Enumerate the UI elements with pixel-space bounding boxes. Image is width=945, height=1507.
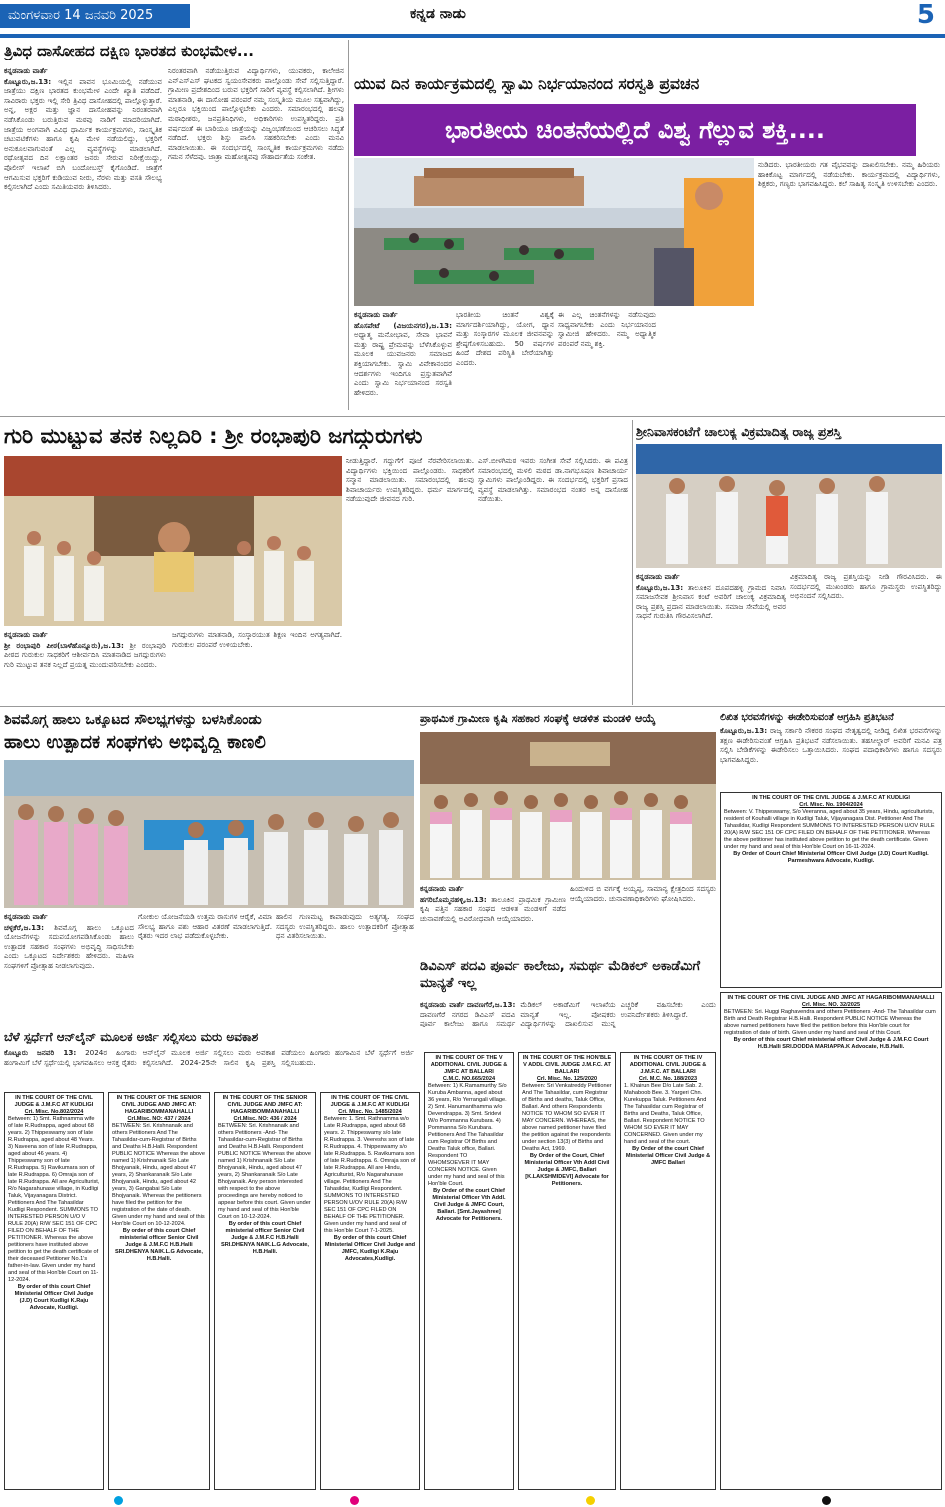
story1-byline: ಕನ್ನಡನಾಡು ವಾರ್ತೆ <box>4 66 48 75</box>
notice-body: Between: V. Thippeswamy, S/o Veeranna, aged about 35 years, Hindu, agriculturists, resident of Kouhalli village in Kudligi Taluk, Vijayanagara Dist. Petitioner And The Tahasildar, Kudligi Respondent SUMMONS TO INTERESTED PERSON U/OV RULE 20(A) R/W SEC 151 OF CPC FILED ON BEHALF OF THE PETITIONER. Whereas the above petitioner has instituted above petition to get the death certificate. Given under my hand and seal of this Hon'ble Court on 16-11-2024. <box>724 809 935 850</box>
notice-body: BETWEEN: Sri. Krishnanaik and others Petitioners -And- The Tahasildar-cum-Registrar of Births and Deaths H.B.Halli. Respondent PUBLIC NOTICE Whereas the above named 1) Krishnanaik S/o Late Bhojyanaik, Hindu, aged about 47 years, 2) Shankaranaik S/o Late Bhojyanaik. Any person interested with respect to the above proceedings are hereby noticed to appear before this court. Given under my hand and seal of this Hon'ble Court on 10-12-2024. <box>218 1123 311 1220</box>
story6-col3 <box>276 912 414 1028</box>
black-dot <box>822 1496 831 1505</box>
story7-headline: ಪ್ರಾಥಮಿಕ ಗ್ರಾಮೀಣ ಕೃಷಿ ಸಹಕಾರ ಸಂಘಕ್ಕೆ ಆಡಳಿತ ಮಂಡಳಿ ಆಯ್ಕೆ <box>420 712 656 725</box>
notice-court: IN THE COURT OF THE CIVIL JUDGE & J.M.F.C AT KUDLIGI <box>14 1095 94 1108</box>
story8-byline: ಕನ್ನಡನಾಡು ವಾರ್ತೆ <box>420 1000 465 1009</box>
legal-notice <box>320 1092 420 1490</box>
legal-notice <box>720 792 942 988</box>
story1-text1: ಇಲ್ಲಿನ ಪಾವನ ಭೂಮಿಯಲ್ಲಿ ನಡೆಯುವ ಜಾತ್ರೆಯು ದಕ್ಷಿಣ ಭಾರತದ ಕುಂಭಮೇಳ ಎಂದೇ ಖ್ಯಾತಿ ಪಡೆದಿದೆ. ಸಾವಿರಾರು ಭಕ್ತರು ಇಲ್ಲಿ ಸೇರಿ ತ್ರಿವಿಧ ದಾಸೋಹದಲ್ಲಿ ಪಾಲ್ಗೊಳ್ಳುತ್ತಾರೆ. ಅನ್ನ, ಅಕ್ಷರ ಮತ್ತು ಜ್ಞಾನ ದಾಸೋಹವನ್ನು ನಿರಂತರವಾಗಿ ನಡೆಸಿಕೊಂಡು ಬರುತ್ತಿರುವ ಮಠವು ನಾಡಿಗೆ ಮಾದರಿಯಾಗಿದೆ. ಜಾತ್ರೆಯ ಅಂಗವಾಗಿ ವಿವಿಧ ಧಾರ್ಮಿಕ ಕಾರ್ಯಕ್ರಮಗಳು, ಸಾಂಸ್ಕೃತಿಕ ಚಟುವಟಿಕೆಗಳು ಹಾಗೂ ಕೃಷಿ ಮೇಳ ನಡೆಯಲಿದ್ದು, ಭಕ್ತರಿಗೆ ಅನುಕೂಲವಾಗುವಂತೆ ಎಲ್ಲ ವ್ಯವಸ್ಥೆಗಳನ್ನು ಮಾಡಲಾಗಿದೆ. ರಥೋತ್ಸವದ ದಿನ ಲಕ್ಷಾಂತರ ಜನರು ಸೇರುವ ನಿರೀಕ್ಷೆಯಿದ್ದು, ಪೊಲೀಸ್ ಇಲಾಖೆ ಬಿಗಿ ಬಂದೋಬಸ್ತ್ ಕೈಗೊಂಡಿದೆ. ಜಾತ್ರೆಗೆ ಆಗಮಿಸುವ ಭಕ್ತರಿಗೆ ಕುಡಿಯುವ ನೀರು, ನೆರಳು ಮತ್ತು ವಸತಿ ಸೌಲಭ್ಯ ಕಲ್ಪಿಸಲಾಗಿದೆ ಎಂದು ಸಮಿತಿಯವರು ತಿಳಿಸಿದರು. <box>4 76 162 192</box>
cyan-dot <box>114 1496 123 1505</box>
story6-byline: ಕನ್ನಡನಾಡು ವಾರ್ತೆ <box>4 912 48 921</box>
story7-col2 <box>570 884 716 954</box>
story3-photo <box>4 456 342 626</box>
story1-headline: ತ್ರಿವಿಧ ದಾಸೋಹದ ದಕ್ಷಿಣ ಭಾರತದ ಕುಂಭಮೇಳ... <box>4 42 254 60</box>
story4-col2 <box>790 572 942 702</box>
yellow-dot <box>586 1496 595 1505</box>
legal-notice <box>518 1052 616 1490</box>
notice-case-number: C.M.C. NO.665/2024 <box>442 1076 496 1082</box>
legal-notice <box>4 1092 104 1490</box>
story2-dateline: ಹೊಸಪೇಟೆ (ವಿಜಯನಗರ),ಜ.13: <box>354 320 452 330</box>
notice-signature: By Order of the court Chief Ministerial Officer Civil Judge & JMFC Ballari <box>625 1146 711 1166</box>
story3-text2: ಜಗದ್ಗುರುಗಳು ಮಾತನಾಡಿ, ಸಂಸ್ಕಾರಯುತ ಶಿಕ್ಷಣ ಇಂದಿನ ಅಗತ್ಯವಾಗಿದೆ. ಗುರುಕುಲ ಪರಂಪರೆ ಉಳಿಯಬೇಕು. <box>172 630 342 649</box>
notice-signature: By Order of the court Chief Ministerial Officer Vth Addl. Civil Judge & JMFC Court, Ballari. [Smt.Jayashree] Advocate for Petitioners. <box>432 1188 506 1222</box>
story3-col1 <box>4 630 166 702</box>
notice-signature: By order of this court Chief ministerial officer Senior Civil Judge & J.M.F.C H.B.Halli SRI.DHENYA NAIK.L.G Advocate, H.B.Halli. <box>115 1228 203 1262</box>
story6-col1 <box>4 912 134 1028</box>
notice-case-number: Crl.Misc. NO: 437 / 2024 <box>127 1116 191 1122</box>
story2-col3 <box>558 310 656 410</box>
story2-byline: ಕನ್ನಡನಾಡು ವಾರ್ತೆ <box>354 310 398 319</box>
notice-body: BETWEEN: Sri. Krishnanaik and others Petitioners And The Tahasildar-cum-Registrar of Births and Deaths H.B.Halli. Respondent PUBLIC NOTICE Whereas the above named 1) Krishnanaik S/o Late Bhojyanaik, Hindu, aged about 47 years, 2) Shankaranaik S/o Late Bhojyanaik, Hindu, aged about 42 years, 3) Gangabai S/o Late Bhojyanaik. Whereas the petitioners have filed the petition for the registration of the date of death. Given under my hand and seal of this Hon'ble Court on 10-12-2024. <box>112 1123 205 1227</box>
story2-kicker: ಯುವ ದಿನ ಕಾರ್ಯಕ್ರಮದಲ್ಲಿ ಸ್ವಾಮಿ ನಿರ್ಭಯಾನಂದ ಸರಸ್ವತಿ ಪ್ರವಚನ <box>354 75 700 93</box>
story2-text3: ಈ ಎಲ್ಲ ಚಿಂತನೆಗಳನ್ನು ನಡೆಸುವುದು ಸಾಧ್ಯವಾಗಬೇಕು ಎಂದು ನಿರ್ಭಯಾನಂದ ಸ್ವಾಮೀಜಿ ಹೇಳಿದರು. ನಮ್ಮ ಅಧ್ಯಾತ್ಮಿಕ ಪರಂಪರೆ ನಮ್ಮ ಶಕ್ತಿ. <box>558 310 656 348</box>
notice-court: IN THE COURT OF THE HON'BLE V ADDL CIVIL JUDGE J.M.F.C. AT BALLARI <box>522 1055 612 1075</box>
story9-dateline: ಕೊಟ್ಟೂರು ಜನವರಿ 13: <box>4 1048 77 1057</box>
notice-case-number: Crl.Misc. NO: 436 / 2024 <box>233 1116 297 1122</box>
story3-byline: ಕನ್ನಡನಾಡು ವಾರ್ತೆ <box>4 630 48 639</box>
story2-text4: ನುಡಿದರು. ಭಾರತೀಯರು ಗತ ವೈಭವವನ್ನು ದಾಖಲಿಸಬೇಕು. ನಮ್ಮ ಹಿರಿಯರು ಹಾಕಿಕೊಟ್ಟ ಮಾರ್ಗದಲ್ಲಿ ನಡೆಯಬೇಕು. ಕಾರ್ಯಕ್ರಮದಲ್ಲಿ ವಿದ್ಯಾರ್ಥಿಗಳು, ಶಿಕ್ಷಕರು, ಗಣ್ಯರು ಭಾಗವಹಿಸಿದ್ದರು. ಕಲೆ ಸಾಹಿತ್ಯ ಸಂಸ್ಕೃತಿ ಉಳಿಸಬೇಕು ಎಂದರು. <box>758 160 940 189</box>
notice-case-number: Crl. Misc. No. 125/2020 <box>536 1076 598 1082</box>
story7-col1 <box>420 884 566 954</box>
story1-col2 <box>168 66 344 401</box>
story8-headline <box>420 958 716 994</box>
notice-case-number: Crl. Misc. No. 1904/2024 <box>799 802 863 808</box>
story4-headline: ಶ್ರೀನಿವಾಸಕಂಟೆಗೆ ಚಾಲುಕ್ಯ ವಿಕ್ರಮಾದಿತ್ಯ ರಾಜ್ಯ ಪ್ರಶಸ್ತಿ <box>636 424 842 439</box>
notice-case-number: Cri. Misc. No.802/2024 <box>24 1109 84 1115</box>
column-rule <box>632 420 633 705</box>
story2-col4 <box>758 160 940 410</box>
story3-col3 <box>346 456 474 702</box>
legal-notice <box>720 992 942 1490</box>
story2-col2 <box>456 310 554 410</box>
story5-dateline: ಕೊಟ್ಟೂರು,ಜ.13: <box>720 726 768 735</box>
story7-text2: ಹಿಂದುಳಿದ ಬಿ ವರ್ಗಕ್ಕೆ ಅಯ್ಯಪ್ಪ, ಸಾಮಾನ್ಯ ಕ್ಷೇತ್ರದಿಂದ ಸದಸ್ಯರು ಆಯ್ಕೆಯಾದರು. ಚುನಾವಣಾಧಿಕಾರಿಗಳು ಘೋಷಿಸಿದರು. <box>570 884 716 903</box>
story2-text2: ಭಾರತೀಯ ಚಿಂತನೆ ವಿಶ್ವಕ್ಕೆ ಮಾರ್ಗದರ್ಶಿಯಾಗಿದ್ದು, ಯೋಗ, ಧ್ಯಾನ ಮತ್ತು ಸಂಸ್ಕಾರಗಳ ಮೂಲಕ ಜೀವನವನ್ನು ಶ್ರೇಷ್ಠಗೊಳಿಸಬಹುದು. 50 ವರ್ಷಗಳ ಹಿಂದೆ ದೇಶದ ಪರಿಸ್ಥಿತಿ ಬೇರೆಯಾಗಿತ್ತು ಎಂದರು. <box>456 310 554 367</box>
notice-body: Between: Sri Venkatreddy Petitioner And The Tahasildar, cum Registrar of Births and deaths, Taluk Office, Ballari. And others Respondents NOTICE TO WHOM SO EVER IT MAY CONCERN. WHEREAS, the above named petitioner have filed the petition against the respondents under section 13(3) of Births and Deaths Act, 1969. <box>522 1083 612 1152</box>
story7-byline: ಕನ್ನಡನಾಡು ವಾರ್ತೆ <box>420 884 464 893</box>
paper-name: ಕನ್ನಡ ನಾಡು <box>410 6 466 22</box>
notice-signature: By order of this court Chief ministerial officer Civil Judge & J.M.F.C Court H.B.Halli SRI.DODDA MARIAPPA.K Advocate, H.B.Halli. <box>733 1037 929 1050</box>
notice-body: BETWEEN: Sri. Huggi Raghavendra and others Petitioners -And- The Tahasildar cum Birth and Death Registrar H.B.Halli. Respondent PUBLIC NOTICE Whereas the above named petitioners have filed the petition before this Hon'ble court for registration of date of birth. Given under my hand and seal of this Court. <box>724 1009 936 1036</box>
story7-dateline: ಹಗರಿಬೊಮ್ಮನಹಳ್ಳಿ,ಜ.13: <box>420 894 487 904</box>
notice-signature: By Order of the Court, Chief Ministerial Officer Vth Addl Civil Judge & JMFC, Ballari [K.LAKSHMIDEVI] Advocate for Petitioners. <box>524 1153 610 1187</box>
story2-col1 <box>354 310 452 410</box>
story6-col2 <box>138 912 272 1028</box>
story8-body <box>420 1000 716 1048</box>
notice-body: Between: 1) Smt. Rathnamma wife of late R.Rudrappa, aged about 68 years. 2) Thippeswamy son of late R.Rudrappa, aged about 48 Years. 3) Naveena son of late R.Rudrappa, aged about 46 years. 4) Thippeswamy son of late R.Rudrappa. 5) Ravikumara son of late R.Rudrappa. 6) Omraja son of late R.Rudrappa. All are Agriculturist, R/o Nagarahunase village, in Kudligi Taluk, Vijayanagara District. Petitioners And The Tahasildar Kudligi Respondent. SUMMONS TO INTERESTED PERSON U/O V RULE 20(A) R/W SEC 151 OF CPC FILED ON BEHALF OF THE PETITIONER. Whereas the above petitioners have instituted above petition to get the death certificate of their deceased Petitioner No.1's father-in-law. Given under my hand and seal of this Hon'ble Court on 11-12-2024. <box>8 1116 100 1283</box>
notice-body: 1. Khairun Bee D/o Late Sab. 2. Mahaboob Bee. 3. Yargeri Chn. Kurekuppa Taluk. Petitioners And The Tahasildar cum Registrar of Births and Deaths, Taluk Office, Ballari. Respondent NOTICE TO WHOM SO EVER IT MAY CONCERNED. Given under my hand and seal of the court. <box>624 1083 707 1145</box>
story6-photo <box>4 760 414 908</box>
issue-date: ಮಂಗಳವಾರ 14 ಜನವರಿ 2025 <box>0 4 190 28</box>
story8-dateline: ದಾವಣಗೆರೆ,ಜ.13: <box>467 1000 516 1009</box>
story6-headline2: ಹಾಲು ಉತ್ಪಾದಕ ಸಂಘಗಳು ಅಭಿವೃದ್ಧಿ ಕಾಣಲಿ <box>4 732 266 753</box>
story4-col1 <box>636 572 786 702</box>
cooperative-members-photo <box>420 732 716 880</box>
story3-headline: ಗುರಿ ಮುಟ್ಟುವ ತನಕ ನಿಲ್ಲದಿರಿ : ಶ್ರೀ ರಂಭಾಪುರಿ ಜಗದ್ಗುರುಗಳು <box>4 424 423 448</box>
notice-court: IN THE COURT OF THE SENIOR CIVIL JUDGE AND JMFC AT: HAGARIBOMMANAHALLI <box>222 1095 308 1115</box>
story3-dateline: ಶ್ರೀ ರಂಭಾಪುರಿ ಪೀಠ(ಬಾಳೆಹೊನ್ನೂರು),ಜ.13: <box>4 640 124 650</box>
notice-body: Between: 1) K.Ramamurthy S/o Kuruba Ambanna, aged about 36 years, R/o Yerrangali village. 2) Smt. Hanumanthamma w/o Devendrappa. 3) Smt. Sridevi W/o Pommanna Kurubara. 4) Pommanna S/o Kurubara. Petitioners And The Tahasildar cum Registrar Of Births and Deaths Taluk office, Ballari. Respondent TO WHOMSOEVER IT MAY CONCERN NOTICE. Given under my hand and seal of this Hon'ble Court. <box>428 1083 507 1187</box>
magenta-dot <box>350 1496 359 1505</box>
story9-text: 2024ರ ಹಿಂಗಾರು ಹಂಗಾಮಿಗೆ ಬೆಳೆ ಸ್ಪರ್ಧೆಯಲ್ಲಿ ಭಾಗವಹಿಸಲು ಆಸಕ್ತ ರೈತರು ಆನ್‌ಲೈನ್ ಮೂಲಕ ಅರ್ಜಿ ಸಲ್ಲಿಸಲು ಮರು ಅವಕಾಶ ಕಲ್ಪಿಸಲಾಗಿದೆ. 2024-25ನೇ ಸಾಲಿನ ಕೃಷಿ ಪ್ರಶಸ್ತಿ ಪಡೆಯಲು ಹಿಂಗಾರು ಹಂಗಾಮಿನ ಬೆಳೆ ಸ್ಪರ್ಧೆಗೆ ಅರ್ಜಿ ಸಲ್ಲಿಸಬಹುದು. <box>4 1048 414 1067</box>
notice-case-number: Cri. Misc. No. 1485/2024 <box>338 1109 402 1115</box>
story9-body <box>4 1048 414 1088</box>
story5-headline: ಲಿಖಿತ ಭರವಸೆಗಳನ್ನು ಈಡೇರಿಸುವಂತೆ ಆಗ್ರಹಿಸಿ ಪ್ರತಿಭಟನೆ <box>720 712 894 723</box>
notice-signature: By order of this court Chief Ministerial Officer Civil Judge and JMFC, Kudligi K.Raju Advocates,Kudligi. <box>324 1235 416 1262</box>
story3-col2 <box>172 630 342 702</box>
story4-text2: ವಿಕ್ರಮಾದಿತ್ಯ ರಾಜ್ಯ ಪ್ರಶಸ್ತಿಯನ್ನು ನೀಡಿ ಗೌರವಿಸಿದರು. ಈ ಸಂದರ್ಭದಲ್ಲಿ ಮುಖಂಡರು ಹಾಗೂ ಗ್ರಾಮಸ್ಥರು ಉಪಸ್ಥಿತರಿದ್ದು ಅಭಿನಂದನೆ ಸಲ್ಲಿಸಿದರು. <box>790 572 942 601</box>
dairy-meeting-photo <box>4 760 414 908</box>
seer-blessing-photo <box>4 456 342 626</box>
notice-court: IN THE COURT OF THE CIVIL JUDGE & J.M.F.C AT KUDLIGI <box>330 1095 410 1108</box>
story4-byline: ಕನ್ನಡನಾಡು ವಾರ್ತೆ <box>636 572 680 581</box>
column-rule <box>348 40 349 410</box>
story6-text2: ಗೋಕುಲ ಯೋಜನೆಯಡಿ ಉತ್ತಮ ರಾಸುಗಳ ಆರೈಕೆ, ವಿಮಾ ಸೌಲಭ್ಯ ಹಾಗೂ ಪಶು ಆಹಾರ ವಿತರಣೆ ಮಾಡಲಾಗುತ್ತಿದೆ. ರೈತರು ಇದರ ಲಾಭ ಪಡೆದುಕೊಳ್ಳಬೇಕು. <box>138 912 272 941</box>
story4-dateline: ಕೊಟ್ಟೂರು,ಜ.13: <box>636 582 684 592</box>
legal-notice <box>424 1052 514 1490</box>
page-number: 5 <box>916 0 935 30</box>
notice-court: IN THE COURT OF THE CIVIL JUDGE & J.M.F.C AT KUDLIGI <box>752 795 910 801</box>
notice-signature: By Order of Court Chief Ministerial Officer Civil Judge (J.D) Court Kudligi. Parmeshwara Advocate, Kudligi. <box>733 851 929 864</box>
notice-court: IN THE COURT OF THE V ADDITIONAL CIVIL JUDGE & JMFC AT BALLARI <box>430 1055 508 1075</box>
story3-col4 <box>478 456 628 702</box>
story6-dateline: ಚಳ್ಳಕೆರೆ,ಜ.13: <box>4 922 45 932</box>
story2-photo <box>354 158 754 306</box>
notice-case-number: Crl. M.C. No. 188/2023 <box>638 1076 698 1082</box>
story9-headline: ಬೆಳೆ ಸ್ಪರ್ಧೆಗೆ ಆನ್‌ಲೈನ್ ಮೂಲಕ ಅರ್ಜಿ ಸಲ್ಲಿಸಲು ಮರು ಅವಕಾಶ <box>4 1030 259 1044</box>
story1-text2: ನಿರಂತರವಾಗಿ ನಡೆಯುತ್ತಿರುವ ವಿದ್ಯಾರ್ಥಿಗಳು, ಯುವಕರು, ಕಾಲೇಜಿನ ಎನ್‌ಎಸ್‌ಎಸ್ ಘಟಕದ ಸ್ವಯಂಸೇವಕರು ಪಾಲ್ಗೊಂಡು ಸೇವೆ ಸಲ್ಲಿಸುತ್ತಿದ್ದಾರೆ. ಗ್ರಾಮೀಣ ಪ್ರದೇಶದಿಂದ ಬರುವ ಭಕ್ತರಿಗೆ ಸಾರಿಗೆ ವ್ಯವಸ್ಥೆ ಕಲ್ಪಿಸಲಾಗಿದೆ. ಶ್ರೀಗಳು ಮಾತನಾಡಿ, ಈ ದಾಸೋಹ ಪರಂಪರೆ ನಮ್ಮ ಸಂಸ್ಕೃತಿಯ ಮೂಲ ಸತ್ವವಾಗಿದ್ದು, ಎಲ್ಲರೂ ಭಕ್ತಿಯಿಂದ ಪಾಲ್ಗೊಳ್ಳಬೇಕು ಎಂದರು. ಸಮಾರಂಭದಲ್ಲಿ ಹಲವು ಮಠಾಧೀಶರು, ಜನಪ್ರತಿನಿಧಿಗಳು, ಅಧಿಕಾರಿಗಳು ಉಪಸ್ಥಿತರಿದ್ದರು. ಪ್ರತಿ ವರ್ಷದಂತೆ ಈ ಬಾರಿಯೂ ಜಾತ್ರೆಯನ್ನು ವಿಜೃಂಭಣೆಯಿಂದ ಆಚರಿಸಲು ಸಿದ್ಧತೆ ನಡೆದಿದೆ. ಭಕ್ತರು ಶಿಸ್ತು ಪಾಲಿಸಿ ಸಹಕರಿಸಬೇಕು ಎಂದು ಮನವಿ ಮಾಡಲಾಯಿತು. ಈ ಸಂದರ್ಭದಲ್ಲಿ ಸಾಂಸ್ಕೃತಿಕ ಕಾರ್ಯಕ್ರಮಗಳು ನಡೆದು ಗಮನ ಸೆಳೆದವು. ಜಾತ್ರಾ ಮಹೋತ್ಸವವು ಸೌಹಾರ್ದತೆಯ ಸಂಕೇತ. <box>168 66 344 162</box>
notice-signature: By order of this court Chief ministerial officer Senior Civil Judge & J.M.F.C H.B.Halli SRI.DHENYA NAIK.L.G Advocate, H.B.Halli. <box>221 1221 309 1255</box>
notice-court: IN THE COURT OF THE SENIOR CIVIL JUDGE AND JMFC AT: HAGARIBOMMANAHALLI <box>116 1095 202 1115</box>
yoga-gathering-photo <box>354 158 754 306</box>
story7-text1: ತಾಲೂಕಿನ ಪ್ರಾಥಮಿಕ ಗ್ರಾಮೀಣ ಕೃಷಿ ಪತ್ತಿನ ಸಹಕಾರ ಸಂಘದ ಆಡಳಿತ ಮಂಡಳಿಗೆ ನಡೆದ ಚುನಾವಣೆಯಲ್ಲಿ ಅವಿರೋಧವಾಗಿ ಆಯ್ಕೆಯಾದರು. <box>420 894 566 923</box>
story2-headline-banner <box>354 104 916 156</box>
story3-text1: ಶ್ರೀ ರಂಭಾಪುರಿ ಪೀಠದ ಗುರುಕುಲ ಸಾಧಕರಿಗೆ ಆಶೀರ್ವದಿಸಿ ಮಾತನಾಡಿದ ಜಗದ್ಗುರುಗಳು ಗುರಿ ಮುಟ್ಟುವ ತನಕ ನಿಲ್ಲದೆ ಪ್ರಯತ್ನ ಮುಂದುವರಿಸಬೇಕು ಎಂದರು. <box>4 640 166 669</box>
page-header <box>0 0 945 38</box>
story6-text1: ಶಿವಮೊಗ್ಗ ಹಾಲು ಒಕ್ಕೂಟದ ಯೋಜನೆಗಳನ್ನು ಸದುಪಯೋಗಪಡಿಸಿಕೊಂಡು ಹಾಲು ಉತ್ಪಾದಕ ಸಹಕಾರ ಸಂಘಗಳು ಅಭಿವೃದ್ಧಿ ಸಾಧಿಸಬೇಕು ಎಂದು ಒಕ್ಕೂಟದ ನಿರ್ದೇಶಕರು ಹೇಳಿದರು. ಮಹಿಳಾ ಸಂಘಗಳಿಗೆ ಪ್ರೋತ್ಸಾಹ ನೀಡಲಾಗುವುದು. <box>4 922 134 970</box>
story3-text4: ಎಸ್.ಬೀಳಗಿಮಠ ಇವರು ಸಂಗೀತ ಸೇವೆ ಸಲ್ಲಿಸಿದರು. ಈ ಪವಿತ್ರ ಸಮಾರಂಭದಲ್ಲಿ ಮಳಲಿ ಮಠದ ಡಾ.ನಾಗಭೂಷಣ ಶಿವಾಚಾರ್ಯ ಸ್ವಾಮಿಗಳು ಪಾಲ್ಗೊಂಡಿದ್ದರು. ಈ ಸಂದರ್ಭದಲ್ಲಿ ಭಕ್ತರಿಗೆ ಪ್ರಸಾದ ವ್ಯವಸ್ಥೆ ಮಾಡಲಾಗಿತ್ತು. ಸಮಾರಂಭದ ನಂತರ ಅನ್ನ ದಾಸೋಹ ನಡೆಯಿತು. <box>478 456 628 504</box>
story1-col1 <box>4 66 162 401</box>
story4-text1: ತಾಲೂಕಿನ ದೂಪದಹಳ್ಳಿ ಗ್ರಾಮದ ನಿವಾಸಿ ಸಮಾಜಸೇವಕ ಶ್ರೀನಿವಾಸ ಕಂಟೆ ಅವರಿಗೆ ಚಾಲುಕ್ಯ ವಿಕ್ರಮಾದಿತ್ಯ ರಾಜ್ಯ ಪ್ರಶಸ್ತಿ ಪ್ರದಾನ ಮಾಡಲಾಯಿತು. ಸಮಾಜ ಸೇವೆಯಲ್ಲಿ ಅವರ ಸಾಧನೆ ಗುರುತಿಸಿ ಗೌರವಿಸಲಾಗಿದೆ. <box>636 582 786 621</box>
story2-headline: ಭಾರತೀಯ ಚಿಂತನೆಯಲ್ಲಿದೆ ವಿಶ್ವ ಗೆಲ್ಲುವ ಶಕ್ತಿ.... <box>444 116 826 144</box>
story6-headline1: ಶಿವಮೊಗ್ಗ ಹಾಲು ಒಕ್ಕೂಟದ ಸೌಲಭ್ಯಗಳನ್ನು ಬಳಸಿಕೊಂಡು <box>4 712 262 728</box>
story8-headline-text: ಡಿವಿಎಸ್ ಪದವಿ ಪೂರ್ವ ಕಾಲೇಜು, ಸಮರ್ಥ ಮೆಡಿಕಲ್ ಅಕಾಡೆಮಿಗೆ ಮಾನ್ಯತೆ ಇಲ್ಲ <box>420 959 701 991</box>
story6-text3: ಹಾಲಿನ ಗುಣಮಟ್ಟ ಕಾಪಾಡುವುದು ಅತ್ಯಗತ್ಯ. ಸಂಘದ ಸದಸ್ಯರು ಉಪಸ್ಥಿತರಿದ್ದರು. ಹಾಲು ಉತ್ಪಾದಕರಿಗೆ ಪ್ರೋತ್ಸಾಹ ಧನ ವಿತರಿಸಲಾಯಿತು. <box>276 912 414 941</box>
story1-dateline: ಕೊಟ್ಟೂರು,ಜ.13: <box>4 76 52 86</box>
award-ceremony-photo <box>636 444 942 568</box>
story5-body <box>720 726 942 788</box>
story4-photo <box>636 444 942 568</box>
notice-court: IN THE COURT OF THE IV ADDITIONAL CIVIL JUDGE & J.M.F.C. AT BALLARI <box>629 1055 707 1075</box>
legal-notice <box>214 1092 316 1490</box>
section-rule <box>0 416 945 417</box>
section-rule <box>0 706 945 707</box>
story2-text1: ಅಧ್ಯಾತ್ಮ ಮನೋಭಾವ, ಸೇವಾ ಭಾವನೆ ಮತ್ತು ರಾಷ್ಟ್ರ ಪ್ರೇಮವನ್ನು ಬೆಳೆಸಿಕೊಳ್ಳುವ ಮೂಲಕ ಯುವಜನರು ಸಮಾಜದ ಶಕ್ತಿಯಾಗಬೇಕು. ಸ್ವಾಮಿ ವಿವೇಕಾನಂದರ ಆದರ್ಶಗಳು ಇಂದಿಗೂ ಪ್ರಸ್ತುತವಾಗಿವೆ ಎಂದು ಸ್ವಾಮಿ ನಿರ್ಭಯಾನಂದ ಸರಸ್ವತಿ ಹೇಳಿದರು. <box>354 330 452 397</box>
legal-notice <box>108 1092 210 1490</box>
notice-court: IN THE COURT OF THE CIVIL JUDGE AND JMFC AT HAGARIBOMMANAHALLI <box>727 995 935 1001</box>
story7-photo <box>420 732 716 880</box>
story8-text: ದಾವಣಗೆರೆ ನಗರದ ಡಿವಿಎಸ್ ಪದವಿ ಪೂರ್ವ ಕಾಲೇಜು ಹಾಗೂ ಸಮರ್ಥ ಮೆಡಿಕಲ್ ಅಕಾಡೆಮಿಗೆ ಇಲಾಖೆಯ ಮಾನ್ಯತೆ ಇಲ್ಲ. ಪೋಷಕರು ವಿದ್ಯಾರ್ಥಿಗಳನ್ನು ದಾಖಲಿಸುವ ಮುನ್ನ ಎಚ್ಚರಿಕೆ ವಹಿಸಬೇಕು ಎಂದು ಉಪನಿರ್ದೇಶಕರು ತಿಳಿಸಿದ್ದಾರೆ. <box>420 1000 716 1029</box>
legal-notice <box>620 1052 716 1490</box>
print-registration-marks <box>0 1494 945 1507</box>
notice-case-number: Crl. Misc. NO. 32/2025 <box>801 1002 861 1008</box>
notice-signature: By order of this court Chief Ministerial Officer Civil Judge (J.D) Court Kudligi K.Raju Advocate, Kudligi. <box>14 1284 94 1311</box>
story3-text3: ನೀಡುತ್ತಿದ್ದಾರೆ. ಗದ್ದುಗೆಗೆ ಪೂಜೆ ನೆರವೇರಿಸಲಾಯಿತು. ವಿದ್ಯಾರ್ಥಿಗಳು ಭಕ್ತಿಯಿಂದ ಪಾಲ್ಗೊಂಡರು. ಸಾಧಕರಿಗೆ ಸನ್ಮಾನ ಮಾಡಲಾಯಿತು. ಸಮಾರಂಭದಲ್ಲಿ ಹಲವು ಶಿವಾಚಾರ್ಯರು ಉಪಸ್ಥಿತರಿದ್ದರು. ಧರ್ಮ ಮಾರ್ಗದಲ್ಲಿ ನಡೆಯುವುದೇ ಜೀವನದ ಗುರಿ. <box>346 456 474 504</box>
story5-text: ರಾಜ್ಯ ಸರ್ಕಾರಿ ನೌಕರರ ಸಂಘದ ನೇತೃತ್ವದಲ್ಲಿ ನೀಡಿದ್ದ ಲಿಖಿತ ಭರವಸೆಗಳನ್ನು ತಕ್ಷಣ ಈಡೇರಿಸುವಂತೆ ಆಗ್ರಹಿಸಿ ಪ್ರತಿಭಟನೆ ನಡೆಸಲಾಯಿತು. ತಹಸೀಲ್ದಾರ್ ಅವರಿಗೆ ಮನವಿ ಪತ್ರ ಸಲ್ಲಿಸಿ ಬೇಡಿಕೆಗಳನ್ನು ಈಡೇರಿಸಲು ಒತ್ತಾಯಿಸಿದರು. ಸಂಘದ ಪದಾಧಿಕಾರಿಗಳು ಹಾಗೂ ಸದಸ್ಯರು ಭಾಗವಹಿಸಿದ್ದರು. <box>720 726 942 764</box>
notice-body: Between: 1. Smt. Rathnamma w/o Late R.Rudrappa, aged about 68 years. 2. Thippeswamy s/o late R.Rudrappa. 3. Veereshs son of late R.Rudrappa. 4. Thippeswamy s/o late R.Rudrappa. 5. Ravikumara son of late R.Rudrappa. 6. Omraja son of late R.Rudrappa. All are Hindu, Agriculturist, R/o Nagarahunase village. Petitioners And The Tahasildar, Kudligi Respondent. SUMMONS TO INTERESTED PERSON U/OV RULE 20(A) R/W SEC 151 OF CPC FILED ON BEHALF OF THE PETITIONER. Given under my hand and seal of this Hon'ble Court 7-1-2025. <box>324 1116 416 1234</box>
